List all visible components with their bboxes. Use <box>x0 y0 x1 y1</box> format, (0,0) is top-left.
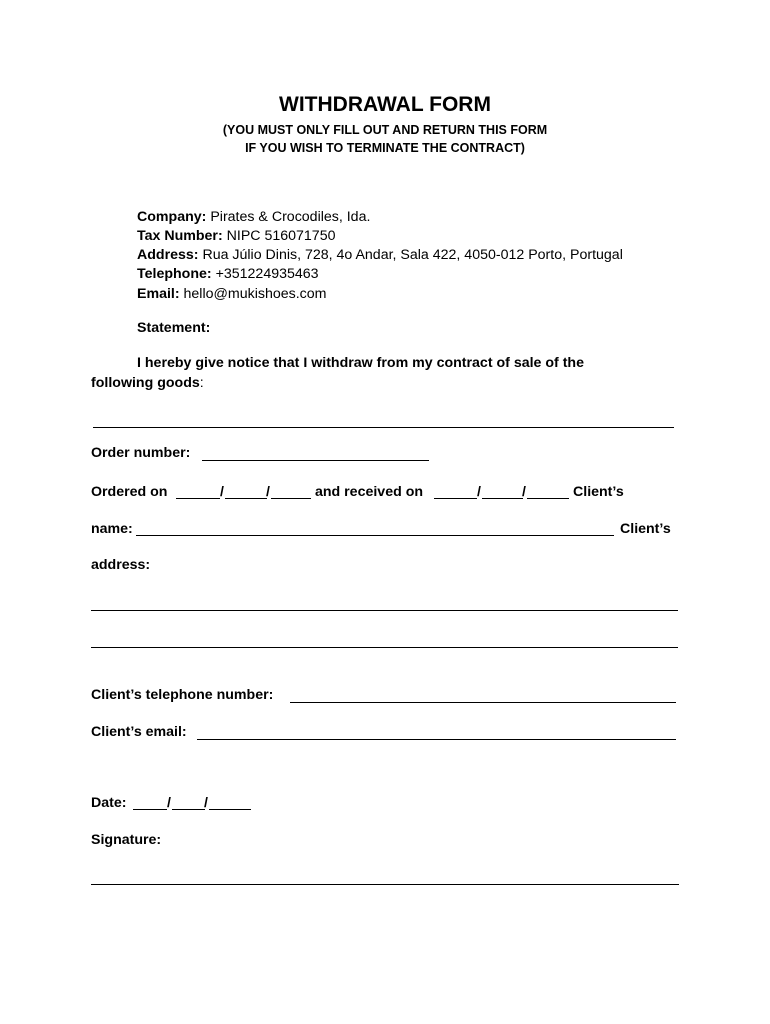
client-address-input-line-1[interactable] <box>91 610 678 611</box>
tax-number-row <box>137 228 335 244</box>
order-number-label: Order number: <box>91 445 191 461</box>
client-name-label-part-1: Client’s <box>573 484 624 500</box>
client-telephone-label: Client’s telephone number: <box>91 687 274 703</box>
signature-input-line[interactable] <box>91 884 679 885</box>
address-value: Rua Júlio Dinis, 728, 4o Andar, Sala 422, 4050-012 Porto, Portugal <box>202 247 623 263</box>
client-name-input-line[interactable] <box>136 535 614 536</box>
goods-input-line[interactable] <box>93 427 674 428</box>
received-on-label: and received on <box>315 484 424 500</box>
date-year-line[interactable] <box>209 809 251 810</box>
ordered-on-sep-2: / <box>266 484 270 500</box>
form-subtitle-line-1: (YOU MUST ONLY FILL OUT AND RETURN THIS FORM <box>222 123 548 137</box>
received-on-year-line[interactable] <box>527 498 569 499</box>
company-label: Company: <box>137 209 207 225</box>
ordered-on-label: Ordered on <box>91 484 168 500</box>
date-sep-1: / <box>167 795 171 811</box>
statement-line-1: I hereby give notice that I withdraw from my contract of sale of the <box>137 355 584 371</box>
ordered-on-year-line[interactable] <box>271 498 311 499</box>
client-email-input-line[interactable] <box>197 739 676 740</box>
ordered-on-day-line[interactable] <box>176 498 220 499</box>
email-row <box>137 286 326 302</box>
order-number-input-line[interactable] <box>202 460 429 461</box>
date-day-line[interactable] <box>133 809 167 810</box>
ordered-on-month-line[interactable] <box>225 498 267 499</box>
date-sep-2: / <box>204 795 208 811</box>
statement-label: Statement: <box>137 320 211 336</box>
company-row <box>137 209 370 225</box>
address-row <box>137 247 623 263</box>
address-label: Address: <box>137 247 199 263</box>
telephone-value: +351224935463 <box>215 266 319 282</box>
company-value: Pirates & Crocodiles, Ida. <box>210 209 371 225</box>
client-address-input-line-2[interactable] <box>91 647 678 648</box>
signature-label: Signature: <box>91 832 162 848</box>
client-telephone-input-line[interactable] <box>290 702 676 703</box>
received-on-sep-1: / <box>477 484 481 500</box>
form-title: WITHDRAWAL FORM <box>279 93 491 116</box>
email-value: hello@mukishoes.com <box>183 286 327 302</box>
telephone-label: Telephone: <box>137 266 212 282</box>
client-address-label-part-2: address: <box>91 557 151 573</box>
received-on-day-line[interactable] <box>434 498 477 499</box>
form-subtitle-line-2: IF YOU WISH TO TERMINATE THE CONTRACT) <box>245 141 525 155</box>
received-on-month-line[interactable] <box>482 498 523 499</box>
tax-number-value: NIPC 516071750 <box>226 228 336 244</box>
client-name-label-part-2: name: <box>91 521 133 537</box>
email-label: Email: <box>137 286 180 302</box>
tax-number-label: Tax Number: <box>137 228 223 244</box>
client-address-label-part-1: Client’s <box>620 521 671 537</box>
statement-goods-text: following goods <box>91 375 200 391</box>
telephone-row <box>137 266 319 282</box>
client-email-label: Client’s email: <box>91 724 187 740</box>
statement-line-2 <box>91 375 204 391</box>
received-on-sep-2: / <box>522 484 526 500</box>
date-label: Date: <box>91 795 127 811</box>
ordered-on-sep-1: / <box>220 484 224 500</box>
statement-goods-colon: : <box>199 375 204 391</box>
date-month-line[interactable] <box>172 809 205 810</box>
